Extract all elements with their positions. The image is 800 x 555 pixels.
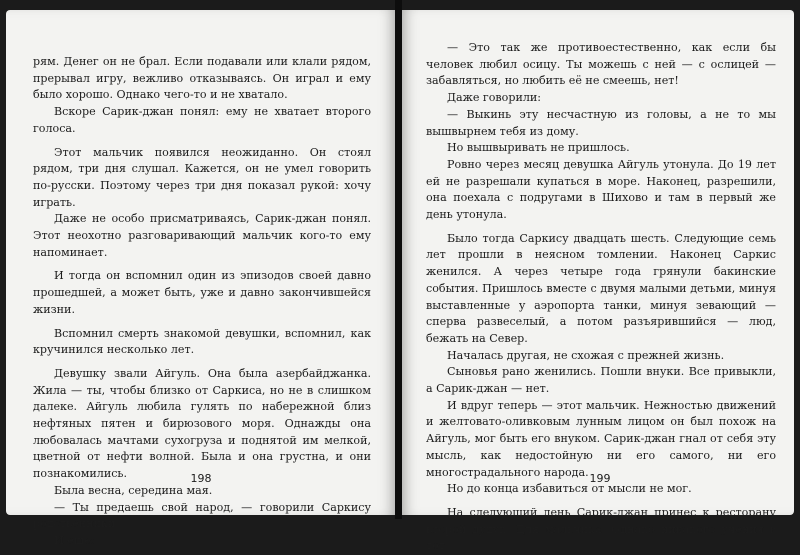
book-gutter [395, 0, 402, 519]
paragraph: — Выкинь эту несчастную из головы, а не то мы вышвырнем тебя из дому. [426, 107, 776, 138]
page-number: 198 [190, 472, 212, 485]
paragraph: Была весна, середина мая. [54, 483, 213, 497]
paragraph: И тогда он вспомнил один из эпизодов своей давно прошедшей, а может быть, уже и давно закончившейся жизни. [33, 269, 371, 316]
paragraph: — Это так же противоестественно, как если бы человек любил осицу. Ты можешь с ней — с ослицей — забавляться, но любить её не смеешь, нет! [426, 41, 776, 88]
paragraph: Сыновья рано женились. Пошли внуки. Все привыкли, а Сарик-джан — нет. [426, 365, 776, 396]
paragraph: И еще: [54, 533, 95, 547]
right-page [402, 10, 794, 553]
paragraph: Ровно через месяц девушка Айгуль утонула. До 19 лет ей не разрешали купаться в море. Наконец, разрешили, она поехала с подругами в Шихово и там в первый же день утонула. [426, 157, 776, 222]
paragraph: рям. Денег он не брал. Если подавали или клали рядом, прерывал игру, вежливо отказываясь. Он играл и ему было хорошо. Однако чего-то и не хватало. [33, 55, 371, 102]
paragraph: — Ты предаешь свой народ, — говорили Саркису родственники. [33, 500, 371, 531]
left-page [6, 10, 395, 547]
paragraph: И вдруг теперь — этот мальчик. Нежностью движений и желтовато-оливковым лунным лицом он был похож на Айгуль, мог быть его внуком. Сарик-джан гнал от себя эту мысль, как недостойную ни его самого, ни его многострадального народа. [426, 398, 776, 479]
paragraph: Началась другая, не схожая с прежней жизнь. [447, 348, 725, 362]
page-number: 199 [589, 472, 611, 485]
paragraph: Но до конца избавиться от мысли не мог. [447, 482, 692, 496]
paragraph: Девушку звали Айгуль. Она была азербайджанка. Жила — ты, чтобы близко от Саркиса, но не в слишком далеке. Айгуль любила гулять по набережной близ нефтяных пятен и бирюзового моря. Однажды она любовалась мачтами сухогруза и поднятой им мелкой, цветной от нефти волной. Была и она грустна, и они познакомились. [33, 366, 371, 481]
paragraph: Вскоре Сарик-джан понял: ему не хватает второго голоса. [33, 105, 371, 135]
paragraph: Вспомнил смерть знакомой девушки, вспомнил, как кручинился несколько лет. [33, 326, 371, 357]
paragraph: Было тогда Саркису двадцать шесть. Следующие семь лет прошли в неясном томлении. Наконец Саркис женился. А через четыре года грянули бакинские события. Пришлось вместе с двумя малыми детьми, минуя выставленные у аэропорта танки, минуя зевающий — сперва развеселый, а потом разъярившийся — люд, бежать на Север. [426, 231, 776, 345]
paragraph: Этот мальчик появился неожиданно. Он стоял рядом, три дня слушал. Кажется, он не умел говорить по-русски. Поэтому через три дня показал рукой: хочу играть. [33, 145, 371, 209]
paragraph: На следующий день Сарик-джан принес к ресторану второй дудук. Для мальчика. Однако никакого учения в тот [426, 505, 776, 553]
paragraph: Но вышвыривать не пришлось. [447, 141, 630, 155]
paragraph: Даже не особо присматриваясь, Сарик-джан понял. Этот неохотно разговаривающий мальчик кого-то ему напоминает. [33, 212, 371, 259]
paragraph: Даже говорили: [447, 91, 542, 105]
